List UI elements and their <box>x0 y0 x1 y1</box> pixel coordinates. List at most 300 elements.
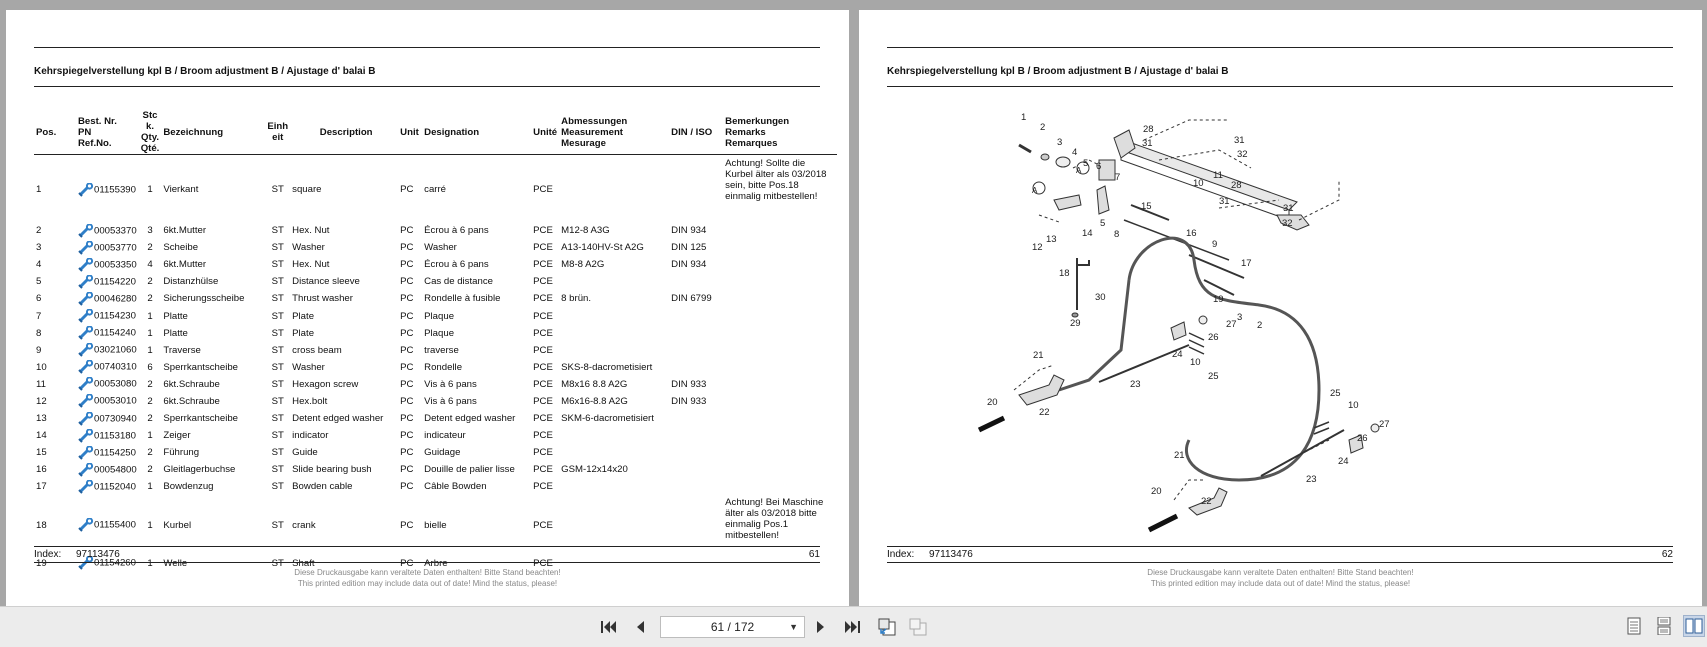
cell-measurement: A13-140HV-St A2G <box>561 242 644 254</box>
forward-view-button[interactable] <box>906 615 930 639</box>
cell-part-number[interactable]: 00054800 <box>76 461 139 478</box>
cell-din-iso <box>669 325 723 342</box>
footnote-en: This printed edition may include data out of date! Mind the status, please! <box>297 579 558 588</box>
callout-16: 16 <box>1186 228 1197 239</box>
table-row <box>34 273 837 290</box>
cell-bezeichnung: Distanzhülse <box>163 276 219 288</box>
cell-qty: 1 <box>147 557 153 569</box>
cell-din-iso <box>669 461 723 478</box>
index-value: 97113476 <box>76 549 120 560</box>
callout-19: 19 <box>1213 294 1224 305</box>
cell-din-iso <box>669 444 723 461</box>
callout-28: 28 <box>1143 124 1154 135</box>
first-page-icon <box>600 619 618 635</box>
cell-unit: PC <box>400 557 414 569</box>
callout-29: 29 <box>1070 318 1081 329</box>
callout-21: 21 <box>1033 350 1044 361</box>
cell-remarks <box>723 256 837 273</box>
cell-einheit: ST <box>271 557 284 569</box>
cell-einheit: ST <box>271 259 284 271</box>
table-row <box>34 427 837 444</box>
cell-part-number[interactable]: 00053010 <box>76 393 139 410</box>
cell-unite: PCE <box>533 184 553 195</box>
index-rule <box>34 546 820 547</box>
cell-designation: Washer <box>424 242 457 254</box>
cell-din-iso <box>669 307 723 324</box>
callout-10: 10 <box>1348 400 1359 411</box>
cell-unite: PCE <box>533 395 553 407</box>
callout-14: 14 <box>1082 228 1093 239</box>
col-einheit: Einh eit <box>267 121 289 143</box>
callout-5: 5 <box>1083 158 1089 169</box>
wrench-icon <box>78 343 94 357</box>
col-din-iso: DIN / ISO <box>671 126 713 138</box>
cell-pos: 19 <box>36 557 47 569</box>
previous-page-icon <box>634 619 646 635</box>
single-page-view-button[interactable] <box>1623 615 1645 637</box>
callout-23: 23 <box>1130 379 1141 390</box>
table-row <box>34 461 837 478</box>
cell-din-iso <box>669 359 723 376</box>
cell-qty: 2 <box>147 242 153 254</box>
cell-pos: 4 <box>36 259 42 271</box>
cell-measurement: M12-8 A3G <box>561 225 610 237</box>
cell-remarks <box>723 478 837 495</box>
cell-unite: PCE <box>533 413 553 425</box>
callout-12: 12 <box>1032 242 1043 253</box>
wrench-icon <box>78 258 94 272</box>
footer-rule <box>887 562 1673 563</box>
cell-designation: Écrou à 6 pans <box>424 225 489 237</box>
diagram-callouts <box>859 10 1702 606</box>
cell-designation: Câble Bowden <box>424 481 487 493</box>
cell-part-number[interactable]: 01153180 <box>76 427 139 444</box>
cell-einheit: ST <box>271 310 284 322</box>
next-page-button[interactable] <box>809 615 833 639</box>
cell-description: Thrust washer <box>292 293 353 305</box>
cell-einheit: ST <box>271 361 284 373</box>
cell-pos: 3 <box>36 242 42 254</box>
top-rule <box>34 47 820 48</box>
cell-designation: Écrou à 6 pans <box>424 259 489 271</box>
cell-measurement: M6x16-8.8 A2G <box>561 395 628 407</box>
cell-qty: 3 <box>147 225 153 237</box>
cell-unite: PCE <box>533 225 553 237</box>
cell-din-iso <box>669 273 723 290</box>
cell-part-number[interactable]: 00053370 <box>76 222 139 239</box>
callout-17: 17 <box>1241 258 1252 269</box>
cell-qty: 2 <box>147 395 153 407</box>
cell-pos: 12 <box>36 395 47 407</box>
cell-bezeichnung: Welle <box>163 557 188 569</box>
callout-18: 18 <box>1059 268 1070 279</box>
page-indicator-text: 61 / 172 <box>710 620 755 634</box>
cell-measurement: SKM-6-dacrometisiert <box>561 413 654 425</box>
callout-27: 27 <box>1226 319 1237 330</box>
cell-part-number[interactable]: 01155390 <box>76 157 139 222</box>
cell-remarks <box>723 376 837 393</box>
wrench-icon <box>78 360 94 374</box>
cell-qty: 6 <box>147 361 153 373</box>
wrench-icon <box>78 463 94 477</box>
cell-measurement <box>559 478 669 495</box>
cell-bezeichnung: Sperrkantscheibe <box>163 413 239 425</box>
cell-unite: PCE <box>533 430 553 442</box>
parts-table <box>34 110 837 572</box>
callout-9: 9 <box>1212 239 1218 250</box>
cell-bezeichnung: Führung <box>163 447 200 459</box>
cell-qty: 2 <box>147 276 153 288</box>
table-row <box>34 444 837 461</box>
cell-designation: Guidage <box>424 447 461 459</box>
cell-designation: bielle <box>424 519 447 531</box>
cell-remarks <box>723 393 837 410</box>
cell-designation: Cas de distance <box>424 276 493 288</box>
wrench-icon <box>78 394 94 408</box>
cell-unit: PC <box>400 184 414 195</box>
callout-10: 10 <box>1190 357 1201 368</box>
cell-unite: PCE <box>533 293 553 305</box>
callout-1: 1 <box>1021 112 1027 123</box>
cell-bezeichnung: 6kt.Schraube <box>163 395 220 407</box>
cell-qty: 1 <box>147 344 153 356</box>
cell-designation: Rondelle à fusible <box>424 293 501 305</box>
callout-15: 15 <box>1141 201 1152 212</box>
cell-qty: 2 <box>147 293 153 305</box>
table-row <box>34 290 837 307</box>
cell-bezeichnung: Bowdenzug <box>163 481 214 493</box>
cell-unit: PC <box>400 276 414 288</box>
cell-bezeichnung: Zeiger <box>163 430 191 442</box>
cell-description: Washer <box>292 242 325 254</box>
cell-measurement <box>559 157 669 222</box>
cell-unite: PCE <box>533 447 553 459</box>
cell-bezeichnung: Sicherungsscheibe <box>163 293 245 305</box>
callout-A: A <box>1076 166 1082 175</box>
cell-remarks <box>723 342 837 359</box>
cell-qty: 2 <box>147 464 153 476</box>
page-number: 62 <box>1661 549 1673 560</box>
two-page-view-icon <box>1685 618 1703 634</box>
wrench-icon <box>78 292 94 306</box>
callout-11: 11 <box>1213 170 1223 181</box>
cell-unit: PC <box>400 327 414 339</box>
callout-20: 20 <box>987 397 998 408</box>
cell-part-number[interactable]: 01154260 <box>76 555 139 572</box>
cell-din-iso <box>669 157 723 222</box>
previous-page-button[interactable] <box>628 615 652 639</box>
cell-designation: Vis à 6 pans <box>424 395 477 407</box>
continuous-view-button[interactable] <box>1653 615 1675 637</box>
cell-bezeichnung: 6kt.Schraube <box>163 378 220 390</box>
cell-pos: 17 <box>36 481 47 493</box>
callout-32: 32 <box>1282 218 1293 229</box>
cell-description: Plate <box>292 327 315 339</box>
cell-remarks <box>723 359 837 376</box>
cell-designation: Plaque <box>424 327 455 339</box>
cell-measurement: GSM-12x14x20 <box>561 464 628 476</box>
wrench-icon <box>78 275 94 289</box>
cell-din-iso <box>669 478 723 495</box>
cell-din-iso <box>669 427 723 444</box>
cell-pos: 11 <box>36 378 46 390</box>
callout-25: 25 <box>1330 388 1341 399</box>
cell-measurement: SKS-8-dacrometisiert <box>561 361 653 373</box>
cell-einheit: ST <box>271 447 284 459</box>
cell-pos: 9 <box>36 344 42 356</box>
cell-description: indicator <box>292 430 329 442</box>
cell-description: Hexagon screw <box>292 378 359 390</box>
cell-bezeichnung: Scheibe <box>163 242 199 254</box>
callout-28: 28 <box>1231 180 1242 191</box>
cell-unite: PCE <box>533 519 553 531</box>
callout-31: 31 <box>1234 135 1245 146</box>
cell-remarks <box>723 325 837 342</box>
cell-part-number[interactable]: 00053770 <box>76 239 139 256</box>
col-unite: Unité <box>533 126 558 138</box>
cell-pos: 15 <box>36 447 47 459</box>
col-pos: Pos. <box>36 126 57 138</box>
cell-description: Guide <box>292 447 318 459</box>
cell-bezeichnung: Gleitlagerbuchse <box>163 464 236 476</box>
cell-measurement: M8-8 A2G <box>561 259 605 271</box>
cell-designation: Douille de palier lisse <box>424 464 515 476</box>
page-number: 61 <box>808 549 820 560</box>
callout-4: 4 <box>1072 147 1078 158</box>
cell-qty: 1 <box>147 310 153 322</box>
cell-description: Hex. Nut <box>292 225 330 237</box>
callout-8: 8 <box>1114 229 1120 240</box>
back-view-button[interactable] <box>875 615 899 639</box>
cell-part-number[interactable]: 00046280 <box>76 290 139 307</box>
cell-qty: 2 <box>147 378 153 390</box>
cell-unite: PCE <box>533 276 553 288</box>
table-row <box>34 325 837 342</box>
cell-din-iso <box>669 410 723 427</box>
continuous-view-icon <box>1657 617 1671 635</box>
cell-einheit: ST <box>271 378 284 390</box>
cell-din-iso: DIN 933 <box>671 395 707 407</box>
callout-25: 25 <box>1208 371 1219 382</box>
cell-einheit: ST <box>271 395 284 407</box>
cell-measurement <box>559 273 669 290</box>
cell-description: Hex. Nut <box>292 259 330 271</box>
cell-pos: 16 <box>36 464 47 476</box>
cell-description: Detent edged washer <box>292 413 384 425</box>
cell-part-number[interactable]: 00730940 <box>76 410 139 427</box>
cell-designation: Arbre <box>424 557 448 569</box>
cell-unite: PCE <box>533 344 553 356</box>
table-row <box>34 478 837 495</box>
callout-2: 2 <box>1040 122 1046 133</box>
cell-unit: PC <box>400 361 414 373</box>
cell-unite: PCE <box>533 259 553 271</box>
cell-din-iso <box>669 342 723 359</box>
two-page-view-button[interactable] <box>1683 615 1705 637</box>
page-number-select[interactable] <box>660 616 805 638</box>
cell-pos: 5 <box>36 276 42 288</box>
cell-remarks <box>723 290 837 307</box>
cell-einheit: ST <box>271 519 284 531</box>
cell-description: Slide bearing bush <box>292 464 372 476</box>
cell-einheit: ST <box>271 242 284 254</box>
col-unit: Unit <box>400 126 419 138</box>
footnote-de: Diese Druckausgabe kann veraltete Daten enthalten! Bitte Stand beachten! <box>1147 568 1414 577</box>
wrench-icon <box>78 480 94 494</box>
cell-part-number[interactable]: 00053080 <box>76 376 139 393</box>
table-row <box>34 342 837 359</box>
cell-bezeichnung: Sperrkantscheibe <box>163 361 239 373</box>
cell-einheit: ST <box>271 464 284 476</box>
cell-unit: PC <box>400 378 414 390</box>
table-row <box>34 307 837 324</box>
cell-designation: carré <box>424 184 447 195</box>
cell-qty: 2 <box>147 413 153 425</box>
cell-remarks <box>723 444 837 461</box>
table-row <box>34 359 837 376</box>
cell-part-number[interactable]: 01154250 <box>76 444 139 461</box>
callout-26: 26 <box>1208 332 1219 343</box>
next-page-icon <box>815 619 827 635</box>
table-header <box>34 110 837 155</box>
cell-unit: PC <box>400 395 414 407</box>
wrench-icon <box>78 309 94 323</box>
cell-description: Distance sleeve <box>292 276 360 288</box>
cell-designation: Vis à 6 pans <box>424 378 477 390</box>
callout-13: 13 <box>1046 234 1057 245</box>
callout-2: 2 <box>1257 320 1263 331</box>
col-designation: Designation <box>424 126 480 138</box>
col-abmessungen: Abmessungen Measurement Mesurage <box>561 115 628 149</box>
cell-bezeichnung: Platte <box>163 327 188 339</box>
cell-unit: PC <box>400 242 414 254</box>
cell-unit: PC <box>400 430 414 442</box>
cell-din-iso: DIN 933 <box>671 378 707 390</box>
cell-part-number[interactable]: 01152040 <box>76 478 139 495</box>
page-61 <box>6 10 849 606</box>
cell-din-iso: DIN 6799 <box>671 293 712 305</box>
cell-description: Washer <box>292 361 325 373</box>
table-row <box>34 256 837 273</box>
cell-description: square <box>292 184 322 195</box>
wrench-icon <box>78 377 94 391</box>
first-page-button[interactable] <box>597 615 621 639</box>
cell-pos: 6 <box>36 293 42 305</box>
callout-21: 21 <box>1174 450 1185 461</box>
cell-designation: Detent edged washer <box>424 413 516 425</box>
cell-unit: PC <box>400 293 414 305</box>
cell-pos: 2 <box>36 225 42 237</box>
callout-23: 23 <box>1306 474 1317 485</box>
cell-pos: 14 <box>36 430 47 442</box>
callout-31: 31 <box>1283 203 1294 214</box>
cell-din-iso: DIN 934 <box>671 259 707 271</box>
wrench-icon <box>78 446 94 460</box>
cell-einheit: ST <box>271 344 284 356</box>
cell-measurement <box>559 444 669 461</box>
cell-qty: 1 <box>147 519 153 531</box>
cell-part-number[interactable]: 01154230 <box>76 307 139 324</box>
cell-unit: PC <box>400 344 414 356</box>
index-label: Index: <box>34 549 62 560</box>
callout-24: 24 <box>1338 456 1349 467</box>
callout-26: 26 <box>1357 433 1368 444</box>
callout-3: 3 <box>1057 137 1063 148</box>
cell-einheit: ST <box>271 276 284 288</box>
cell-measurement <box>559 325 669 342</box>
cell-remarks <box>723 461 837 478</box>
cell-einheit: ST <box>271 481 284 493</box>
cell-unite: PCE <box>533 242 553 254</box>
page-title: Kehrspiegelverstellung kpl B / Broom adjustment B / Ajustage d' balai B <box>34 66 376 77</box>
page-title: Kehrspiegelverstellung kpl B / Broom adjustment B / Ajustage d' balai B <box>887 66 1229 77</box>
page-62 <box>859 10 1702 606</box>
cell-pos: 10 <box>36 361 47 373</box>
wrench-icon <box>78 224 94 238</box>
wrench-icon <box>78 412 94 426</box>
callout-22: 22 <box>1201 496 1212 507</box>
index-rule <box>887 546 1673 547</box>
callout-A: A <box>1032 186 1038 195</box>
cell-part-number[interactable]: 01154240 <box>76 325 139 342</box>
cell-pos: 1 <box>36 184 42 195</box>
cell-unite: PCE <box>533 361 553 373</box>
cell-pos: 18 <box>36 519 47 531</box>
forward-view-icon <box>908 617 928 637</box>
cell-bezeichnung: Kurbel <box>163 519 192 531</box>
cell-pos: 7 <box>36 310 42 322</box>
cell-remarks <box>723 307 837 324</box>
cell-remarks <box>723 222 837 239</box>
cell-part-number[interactable]: 00053350 <box>76 256 139 273</box>
table-row <box>34 410 837 427</box>
wrench-icon <box>78 518 94 532</box>
cell-unite: PCE <box>533 327 553 339</box>
callout-22: 22 <box>1039 407 1050 418</box>
cell-qty: 1 <box>147 184 153 195</box>
callout-20: 20 <box>1151 486 1162 497</box>
cell-din-iso: DIN 934 <box>671 225 707 237</box>
cell-part-number[interactable]: 00740310 <box>76 359 139 376</box>
cell-einheit: ST <box>271 413 284 425</box>
cell-einheit: ST <box>271 327 284 339</box>
cell-unit: PC <box>400 481 414 493</box>
footer-rule <box>34 562 820 563</box>
cell-din-iso: DIN 125 <box>671 242 707 254</box>
cell-unite: PCE <box>533 310 553 322</box>
callout-32: 32 <box>1237 149 1248 160</box>
cell-unit: PC <box>400 413 414 425</box>
cell-unit: PC <box>400 259 414 271</box>
cell-qty: 1 <box>147 481 153 493</box>
cell-unite: PCE <box>533 481 553 493</box>
back-view-icon <box>877 617 897 637</box>
single-page-view-icon <box>1627 617 1641 635</box>
cell-part-number[interactable]: 01155400 <box>76 496 139 555</box>
cell-part-number[interactable]: 03021060 <box>76 342 139 359</box>
cell-bezeichnung: 6kt.Mutter <box>163 259 207 271</box>
cell-unite: PCE <box>533 378 553 390</box>
index-value: 97113476 <box>929 549 973 560</box>
table-row <box>34 239 837 256</box>
parts-table-body <box>34 157 837 572</box>
cell-remarks <box>723 273 837 290</box>
cell-qty: 1 <box>147 430 153 442</box>
footnote-en: This printed edition may include data out of date! Mind the status, please! <box>1150 579 1411 588</box>
cell-part-number[interactable]: 01154220 <box>76 273 139 290</box>
last-page-button[interactable] <box>840 615 864 639</box>
cell-remarks <box>723 410 837 427</box>
